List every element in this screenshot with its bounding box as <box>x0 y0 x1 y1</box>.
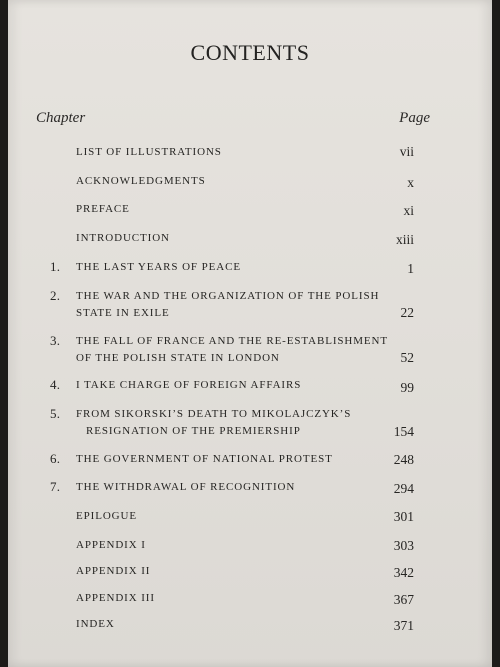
toc-entry-title: INTRODUCTION <box>76 232 170 244</box>
toc-entry-title: APPENDIX III <box>76 592 155 604</box>
toc-entry-title: THE WITHDRAWAL OF RECOGNITION <box>76 481 296 493</box>
toc-entry-page: 367 <box>393 592 414 607</box>
toc-entry-number: 7. <box>50 479 61 494</box>
toc-entry-page: 154 <box>393 424 414 439</box>
toc-entry-title: APPENDIX I <box>76 539 146 551</box>
toc-entry-number: 4. <box>50 377 61 392</box>
toc-entry-title: THE FALL OF FRANCE AND THE RE-ESTABLISHMENT OF THE POLISH STATE IN LONDON <box>76 335 389 364</box>
toc-entry-title: EPILOGUE <box>76 510 137 522</box>
toc-entry-page: 301 <box>393 509 414 524</box>
toc-entry-number: 3. <box>50 333 61 348</box>
toc-entry-page: 248 <box>393 452 414 467</box>
toc-entry-number: 1. <box>50 259 61 274</box>
toc-entry-page: 303 <box>393 538 414 553</box>
toc-entry-page: 342 <box>393 565 414 580</box>
toc-entry-page: x <box>407 175 414 190</box>
toc-entry-number: 5. <box>50 406 61 421</box>
chapter-column-header: Chapter <box>36 110 86 126</box>
toc-entry-title: THE GOVERNMENT OF NATIONAL PROTEST <box>76 453 333 465</box>
toc-entry-page: 294 <box>393 481 414 496</box>
toc-entry-title: INDEX <box>76 618 115 630</box>
toc-entry-page: 22 <box>400 305 414 320</box>
toc-entry-number: 2. <box>50 288 61 303</box>
toc-entry-page: 52 <box>400 350 414 365</box>
page-title: CONTENTS <box>190 40 310 65</box>
toc-entry-title: FROM SIKORSKI’S DEATH TO MIKOLAJCZYK’S RESIGNATION OF THE PREMIERSHIP <box>76 408 352 437</box>
toc-entry-number: 6. <box>50 451 61 466</box>
toc-entry-title: I TAKE CHARGE OF FOREIGN AFFAIRS <box>76 379 302 391</box>
toc-entry-title: ACKNOWLEDGMENTS <box>76 175 206 187</box>
toc-entry-title: LIST OF ILLUSTRATIONS <box>76 146 222 158</box>
toc-entry-page: xiii <box>395 232 414 247</box>
toc-entry-title: THE WAR AND THE ORGANIZATION OF THE POLISH STATE IN EXILE <box>76 290 380 319</box>
toc-entry-page: xi <box>403 203 414 218</box>
toc-entry-page: 99 <box>400 380 414 395</box>
toc-entry-page: 371 <box>393 618 414 633</box>
toc-entry-title: APPENDIX II <box>76 565 151 577</box>
toc-entry-page: 1 <box>407 261 414 276</box>
page-column-header: Page <box>399 110 430 126</box>
toc-entry-page: vii <box>399 144 414 159</box>
toc-entry-title: THE LAST YEARS OF PEACE <box>76 261 241 273</box>
toc-entry-title: PREFACE <box>76 203 130 215</box>
